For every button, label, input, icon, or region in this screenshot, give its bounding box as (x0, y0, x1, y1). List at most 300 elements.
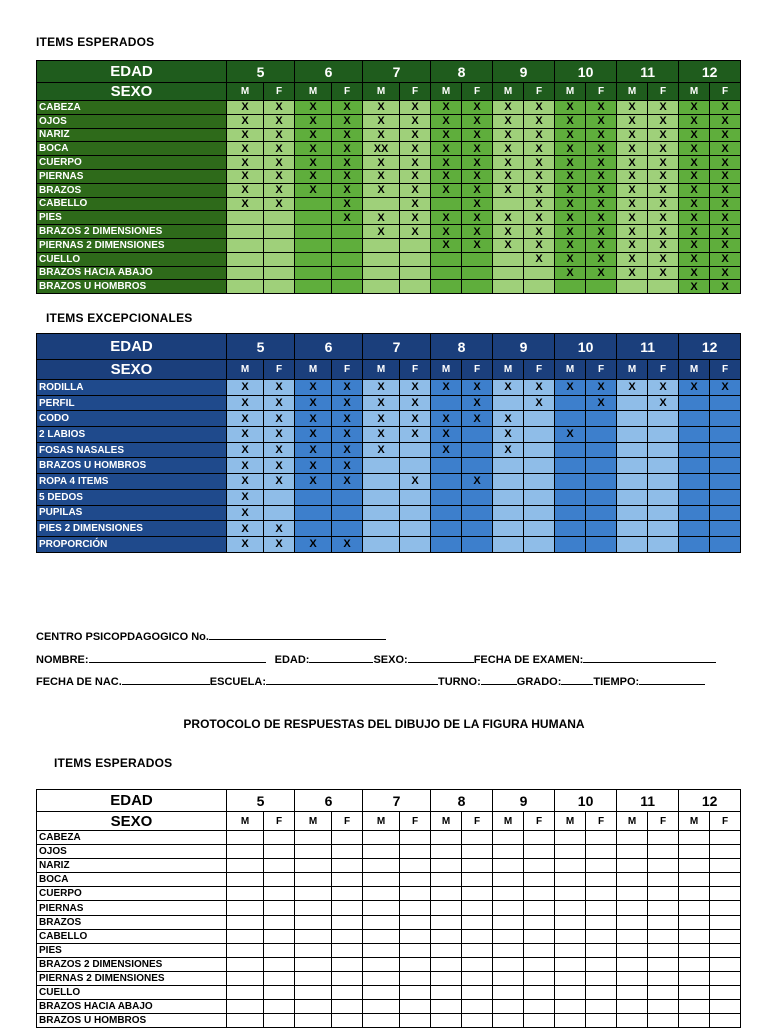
table-cell[interactable] (586, 887, 617, 901)
table-cell[interactable] (332, 901, 363, 915)
table-cell[interactable] (431, 887, 462, 901)
table-cell[interactable] (295, 986, 332, 1000)
table-cell[interactable] (586, 845, 617, 859)
table-cell[interactable] (524, 845, 555, 859)
table-cell[interactable] (493, 943, 524, 957)
table-cell[interactable] (524, 929, 555, 943)
table-cell[interactable] (332, 957, 363, 971)
table-cell[interactable] (264, 957, 295, 971)
table-cell[interactable] (617, 929, 648, 943)
table-cell[interactable] (586, 831, 617, 845)
table-cell[interactable] (227, 859, 264, 873)
table-cell[interactable] (400, 845, 431, 859)
table-cell[interactable] (679, 901, 710, 915)
table-cell[interactable] (462, 986, 493, 1000)
table-cell[interactable] (493, 986, 524, 1000)
table-cell: X (363, 211, 400, 225)
table-cell[interactable] (710, 943, 741, 957)
table-cell[interactable] (227, 887, 264, 901)
table-cell[interactable] (710, 831, 741, 845)
table-cell[interactable] (332, 859, 363, 873)
table-cell[interactable] (264, 873, 295, 887)
table-cell[interactable] (617, 957, 648, 971)
table-cell (295, 521, 332, 537)
table-cell[interactable] (586, 943, 617, 957)
table-cell[interactable] (295, 971, 332, 985)
table-cell[interactable] (524, 1000, 555, 1014)
table-cell[interactable] (264, 1000, 295, 1014)
age-header: 11 (617, 334, 679, 360)
table-cell: X (332, 142, 363, 156)
table-cell[interactable] (679, 943, 710, 957)
table-cell[interactable] (679, 986, 710, 1000)
table-cell[interactable] (227, 873, 264, 887)
row-label: NARIZ (37, 859, 227, 873)
protocol-title: PROTOCOLO DE RESPUESTAS DEL DIBUJO DE LA FIGURA HUMANA (183, 717, 585, 731)
table-cell[interactable] (264, 943, 295, 957)
table-cell[interactable] (648, 943, 679, 957)
table-cell[interactable] (586, 873, 617, 887)
table-cell[interactable] (363, 887, 400, 901)
table-cell[interactable] (555, 901, 586, 915)
table-cell: X (586, 156, 617, 170)
table-cell[interactable] (493, 831, 524, 845)
table-cell (363, 197, 400, 211)
table-cell[interactable] (555, 971, 586, 985)
table-cell[interactable] (431, 845, 462, 859)
table-cell[interactable] (493, 929, 524, 943)
table-cell: X (332, 183, 363, 197)
table-cell[interactable] (617, 845, 648, 859)
table-cell[interactable] (264, 859, 295, 873)
table-cell[interactable] (332, 929, 363, 943)
table-cell[interactable] (462, 1014, 493, 1028)
table-cell[interactable] (462, 887, 493, 901)
table-cell[interactable] (679, 831, 710, 845)
table-cell: X (332, 427, 363, 443)
table-cell[interactable] (679, 971, 710, 985)
table-row (37, 225, 741, 239)
table-cell[interactable] (710, 1000, 741, 1014)
table-cell[interactable] (227, 915, 264, 929)
table-cell[interactable] (679, 859, 710, 873)
fecha-nac-field[interactable] (122, 673, 210, 685)
table-cell: X (431, 183, 462, 197)
table-cell[interactable] (227, 831, 264, 845)
table-cell[interactable] (227, 901, 264, 915)
table-cell[interactable] (679, 1000, 710, 1014)
table-cell[interactable] (555, 873, 586, 887)
table-cell[interactable] (363, 845, 400, 859)
edad-label: EDAD: (274, 654, 310, 666)
table-cell[interactable] (295, 929, 332, 943)
table-row (37, 859, 741, 873)
table-cell[interactable] (227, 1000, 264, 1014)
table-cell[interactable] (264, 971, 295, 985)
table-cell[interactable] (710, 929, 741, 943)
table-cell[interactable] (555, 915, 586, 929)
table-cell[interactable] (555, 1000, 586, 1014)
table-cell[interactable] (431, 901, 462, 915)
table-row (37, 915, 741, 929)
table-cell: X (363, 114, 400, 128)
table-cell[interactable] (227, 845, 264, 859)
table-cell[interactable] (363, 831, 400, 845)
table-cell[interactable] (617, 971, 648, 985)
table-cell (679, 458, 710, 474)
table-cell[interactable] (400, 915, 431, 929)
table-cell[interactable] (462, 971, 493, 985)
table-cell[interactable] (400, 831, 431, 845)
table-cell[interactable] (493, 1000, 524, 1014)
table-cell[interactable] (617, 1014, 648, 1028)
table-cell[interactable] (524, 901, 555, 915)
table-cell[interactable] (524, 915, 555, 929)
table-cell[interactable] (493, 901, 524, 915)
table-cell[interactable] (295, 859, 332, 873)
table-cell[interactable] (227, 986, 264, 1000)
table-cell[interactable] (462, 1000, 493, 1014)
table-cell[interactable] (462, 901, 493, 915)
table-cell: X (295, 458, 332, 474)
table-cell[interactable] (555, 1014, 586, 1028)
table-cell[interactable] (462, 915, 493, 929)
escuela-field[interactable] (266, 673, 438, 685)
table-cell[interactable] (400, 901, 431, 915)
table-cell[interactable] (400, 1000, 431, 1014)
table-cell[interactable] (648, 971, 679, 985)
table-cell[interactable] (400, 971, 431, 985)
table-cell[interactable] (400, 929, 431, 943)
table-cell[interactable] (332, 873, 363, 887)
table-cell[interactable] (295, 1000, 332, 1014)
table-cell[interactable] (363, 929, 400, 943)
table-cell[interactable] (462, 943, 493, 957)
table-cell[interactable] (332, 1000, 363, 1014)
table-cell[interactable] (648, 831, 679, 845)
sex-header: M (431, 360, 462, 380)
table-cell[interactable] (400, 986, 431, 1000)
table-cell[interactable] (493, 873, 524, 887)
table-cell[interactable] (431, 873, 462, 887)
table-cell (586, 489, 617, 505)
table-cell[interactable] (431, 831, 462, 845)
table-cell: X (431, 442, 462, 458)
table-cell[interactable] (710, 901, 741, 915)
table-cell[interactable] (462, 929, 493, 943)
tiempo-field[interactable] (639, 673, 705, 685)
table-cell[interactable] (295, 873, 332, 887)
table-cell[interactable] (363, 1000, 400, 1014)
table-cell[interactable] (524, 887, 555, 901)
table-cell[interactable] (555, 943, 586, 957)
table-cell[interactable] (264, 887, 295, 901)
table-cell[interactable] (710, 845, 741, 859)
table-cell: X (493, 211, 524, 225)
table-cell[interactable] (400, 943, 431, 957)
table-cell[interactable] (710, 1014, 741, 1028)
table-cell[interactable] (295, 957, 332, 971)
table-cell[interactable] (431, 943, 462, 957)
table-cell[interactable] (555, 887, 586, 901)
table-cell[interactable] (648, 986, 679, 1000)
table-cell[interactable] (710, 873, 741, 887)
table-cell[interactable] (264, 845, 295, 859)
table-cell[interactable] (400, 859, 431, 873)
table-cell[interactable] (462, 873, 493, 887)
table-cell[interactable] (617, 887, 648, 901)
table-cell[interactable] (493, 971, 524, 985)
table-cell[interactable] (493, 1014, 524, 1028)
sex-header: F (648, 83, 679, 101)
table-cell[interactable] (431, 929, 462, 943)
table-cell[interactable] (679, 887, 710, 901)
table-cell (431, 489, 462, 505)
table-cell[interactable] (295, 831, 332, 845)
grado-field[interactable] (561, 673, 593, 685)
table-cell[interactable] (332, 915, 363, 929)
table-cell[interactable] (586, 986, 617, 1000)
table-cell[interactable] (586, 957, 617, 971)
table-cell (524, 442, 555, 458)
table-cell[interactable] (524, 943, 555, 957)
table-cell[interactable] (332, 943, 363, 957)
table-row (37, 114, 741, 128)
table-cell: X (363, 169, 400, 183)
table-cell[interactable] (710, 971, 741, 985)
table-cell[interactable] (264, 915, 295, 929)
table-cell[interactable] (363, 957, 400, 971)
table-cell[interactable] (493, 915, 524, 929)
table-cell[interactable] (431, 1000, 462, 1014)
table-cell[interactable] (710, 986, 741, 1000)
table-row (37, 458, 741, 474)
table-cell[interactable] (264, 831, 295, 845)
table-cell: X (586, 395, 617, 411)
table-cell[interactable] (295, 901, 332, 915)
table-cell (555, 521, 586, 537)
table-cell[interactable] (555, 929, 586, 943)
table-cell: X (710, 266, 741, 280)
table-cell[interactable] (648, 859, 679, 873)
table-cell[interactable] (363, 859, 400, 873)
table-cell[interactable] (332, 831, 363, 845)
table-cell[interactable] (363, 986, 400, 1000)
table-row (37, 128, 741, 142)
table-cell[interactable] (363, 873, 400, 887)
table-cell[interactable] (264, 986, 295, 1000)
table-cell: X (400, 225, 431, 239)
table-cell: X (493, 114, 524, 128)
table-cell[interactable] (264, 901, 295, 915)
table-cell[interactable] (431, 859, 462, 873)
sex-header: F (264, 83, 295, 101)
table-cell: X (617, 128, 648, 142)
age-header: 9 (493, 61, 555, 83)
table-cell (264, 225, 295, 239)
table-cell (400, 252, 431, 266)
table-cell[interactable] (586, 859, 617, 873)
table-cell[interactable] (586, 1000, 617, 1014)
table-cell[interactable] (710, 915, 741, 929)
table-cell[interactable] (524, 957, 555, 971)
table-cell[interactable] (462, 845, 493, 859)
table-cell[interactable] (555, 986, 586, 1000)
table-cell[interactable] (648, 873, 679, 887)
table-cell[interactable] (227, 943, 264, 957)
table-cell[interactable] (679, 957, 710, 971)
table-cell[interactable] (431, 1014, 462, 1028)
table-cell[interactable] (400, 873, 431, 887)
table-cell[interactable] (493, 887, 524, 901)
table-cell[interactable] (295, 915, 332, 929)
table-cell[interactable] (363, 1014, 400, 1028)
table-cell: X (524, 211, 555, 225)
table-cell[interactable] (617, 859, 648, 873)
table-cell[interactable] (555, 845, 586, 859)
table-cell[interactable] (617, 831, 648, 845)
table-cell (431, 266, 462, 280)
table-cell[interactable] (524, 986, 555, 1000)
table-cell[interactable] (400, 887, 431, 901)
table-cell[interactable] (586, 1014, 617, 1028)
table-cell: X (555, 101, 586, 115)
table-cell[interactable] (648, 845, 679, 859)
table-cell[interactable] (295, 887, 332, 901)
table-cell[interactable] (648, 1014, 679, 1028)
table-cell (710, 395, 741, 411)
table-cell[interactable] (586, 929, 617, 943)
sexo-field[interactable] (408, 651, 474, 663)
table-cell[interactable] (679, 915, 710, 929)
table-cell[interactable] (555, 859, 586, 873)
table-cell: X (363, 442, 400, 458)
table-cell[interactable] (524, 971, 555, 985)
table-cell (332, 225, 363, 239)
table-cell[interactable] (227, 971, 264, 985)
table-cell[interactable] (679, 929, 710, 943)
table-row (37, 156, 741, 170)
table-cell[interactable] (679, 1014, 710, 1028)
table-cell: X (648, 169, 679, 183)
table-cell[interactable] (679, 845, 710, 859)
table-cell[interactable] (648, 1000, 679, 1014)
table-cell[interactable] (617, 1000, 648, 1014)
centro-field[interactable] (209, 628, 386, 640)
table-cell[interactable] (431, 957, 462, 971)
table-cell[interactable] (363, 971, 400, 985)
table-cell[interactable] (462, 831, 493, 845)
table-cell[interactable] (524, 859, 555, 873)
table-cell: X (524, 142, 555, 156)
table-cell: X (710, 252, 741, 266)
table-cell[interactable] (493, 957, 524, 971)
nombre-field[interactable] (89, 651, 266, 663)
table-cell[interactable] (363, 901, 400, 915)
edad-field[interactable] (309, 651, 373, 663)
table-cell[interactable] (555, 957, 586, 971)
table-cell[interactable] (431, 986, 462, 1000)
table-cell: X (679, 156, 710, 170)
table-cell[interactable] (710, 859, 741, 873)
sexo-header: SEXO (37, 360, 227, 380)
table-cell (462, 252, 493, 266)
turno-field[interactable] (481, 673, 517, 685)
table-cell[interactable] (363, 915, 400, 929)
table-cell[interactable] (295, 845, 332, 859)
table-cell: X (617, 225, 648, 239)
table-cell[interactable] (679, 873, 710, 887)
table-cell[interactable] (648, 957, 679, 971)
table-cell[interactable] (648, 901, 679, 915)
table-cell[interactable] (431, 971, 462, 985)
table-cell[interactable] (462, 859, 493, 873)
table-cell[interactable] (586, 971, 617, 985)
table-cell (710, 521, 741, 537)
table-cell[interactable] (555, 831, 586, 845)
table-cell[interactable] (332, 845, 363, 859)
table-cell (493, 280, 524, 294)
table-cell: X (710, 197, 741, 211)
table-cell[interactable] (227, 1014, 264, 1028)
table-cell[interactable] (400, 1014, 431, 1028)
table-cell[interactable] (617, 901, 648, 915)
table-cell: X (264, 169, 295, 183)
table-cell[interactable] (227, 957, 264, 971)
table-cell[interactable] (400, 957, 431, 971)
table-cell[interactable] (586, 901, 617, 915)
table-cell[interactable] (648, 929, 679, 943)
table-cell[interactable] (586, 915, 617, 929)
table-cell[interactable] (227, 929, 264, 943)
table-cell: X (555, 266, 586, 280)
table-cell[interactable] (332, 986, 363, 1000)
table-cell: X (264, 156, 295, 170)
table-cell: X (227, 411, 264, 427)
table-cell[interactable] (648, 915, 679, 929)
table-cell[interactable] (332, 887, 363, 901)
table-cell: X (462, 474, 493, 490)
table-cell[interactable] (493, 859, 524, 873)
table-cell[interactable] (264, 1014, 295, 1028)
table-cell[interactable] (617, 943, 648, 957)
table-cell[interactable] (617, 873, 648, 887)
table-cell[interactable] (710, 957, 741, 971)
table-cell: X (363, 183, 400, 197)
table-cell[interactable] (431, 915, 462, 929)
table-cell[interactable] (264, 929, 295, 943)
table-cell[interactable] (295, 1014, 332, 1028)
age-header: 6 (295, 334, 363, 360)
table-cell[interactable] (524, 873, 555, 887)
table-cell: X (462, 211, 493, 225)
table-cell[interactable] (617, 915, 648, 929)
table-cell[interactable] (462, 957, 493, 971)
table-cell[interactable] (332, 971, 363, 985)
table-cell[interactable] (710, 887, 741, 901)
table-cell[interactable] (648, 887, 679, 901)
table-cell[interactable] (493, 845, 524, 859)
table-cell[interactable] (524, 1014, 555, 1028)
table-cell[interactable] (363, 943, 400, 957)
escuela-label: ESCUELA: (209, 676, 266, 688)
table-cell: X (648, 114, 679, 128)
table-cell[interactable] (617, 986, 648, 1000)
table-cell[interactable] (524, 831, 555, 845)
fecha-examen-field[interactable] (583, 651, 716, 663)
table-cell[interactable] (295, 943, 332, 957)
table-cell[interactable] (332, 1014, 363, 1028)
